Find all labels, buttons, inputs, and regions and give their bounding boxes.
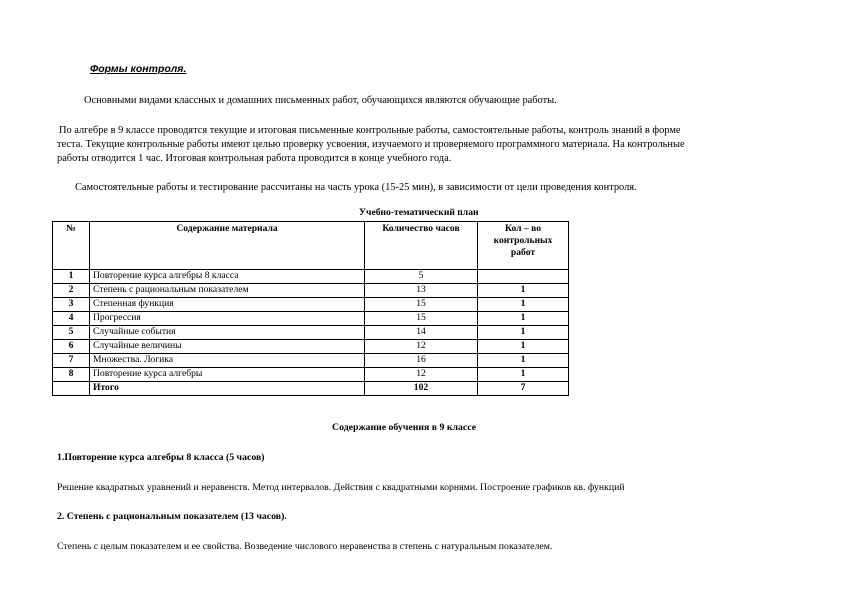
row-number: 7 [53,354,90,368]
total-tests: 7 [478,382,569,396]
row-hours: 13 [365,284,478,298]
total-label: Итого [90,382,365,396]
row-number: 3 [53,298,90,312]
section-1-text: Решение квадратных уравнений и неравенств. Метод интервалов. Действия с квадратными корнями. Построение графиков кв. функций [57,482,625,493]
paragraph-tests-line-2: теста. Текущие контрольные работы имеют целью проверку усвоения, изучаемого и проверяемого программного материала. На контрольные [57,139,685,150]
table-row [53,326,569,340]
table-row [53,340,569,354]
row-topic: Случайные величины [90,340,365,354]
table-row [53,298,569,312]
table-row [53,312,569,326]
header-number: № [53,222,90,270]
paragraph-tests-line-3: работы отводится 1 час. Итоговая контрольная работа проводится в конце учебного года. [57,153,452,164]
row-topic: Случайные события [90,326,365,340]
table-total-row [53,382,569,396]
total-hours: 102 [365,382,478,396]
row-tests: 1 [478,340,569,354]
table-row [53,270,569,284]
row-hours: 16 [365,354,478,368]
total-number-cell [53,382,90,396]
row-hours: 15 [365,312,478,326]
row-topic: Прогрессия [90,312,365,326]
row-tests: 1 [478,284,569,298]
row-topic: Степенная функция [90,298,365,312]
row-tests: 1 [478,298,569,312]
table-row [53,284,569,298]
header-tests [478,222,569,270]
row-tests: 1 [478,312,569,326]
header-content: Содержание материала [90,222,365,270]
header-hours: Количество часов [365,222,478,270]
row-topic: Степень с рациональным показателем [90,284,365,298]
content-section-title: Содержание обучения в 9 классе [332,422,477,433]
table-row [53,354,569,368]
row-tests: 1 [478,354,569,368]
row-number: 6 [53,340,90,354]
table-title: Учебно-тематический план [359,207,479,218]
row-number: 2 [53,284,90,298]
row-tests: 1 [478,368,569,382]
row-hours: 15 [365,298,478,312]
section-1-heading: 1.Повторение курса алгебры 8 класса (5 часов) [57,452,265,463]
row-hours: 12 [365,368,478,382]
section-2-heading: 2. Степень с рациональным показателем (13 часов). [57,511,287,522]
header-tests-line-3: работ [510,247,536,258]
paragraph-independent-work: Самостоятельные работы и тестирование рассчитаны на часть урока (15-25 мин), в зависимости от цели проведения контроля. [75,182,637,193]
row-hours: 5 [365,270,478,284]
row-topic: Множества. Логика [90,354,365,368]
forms-of-control-heading: Формы контроля. [90,63,187,75]
row-number: 5 [53,326,90,340]
row-tests: 1 [478,326,569,340]
table-header-row [53,222,569,270]
row-hours: 12 [365,340,478,354]
header-tests-line-2: контрольных [493,235,553,246]
paragraph-tests-line-1: По алгебре в 9 классе проводятся текущие и итоговая письменные контрольные работы, самостоятельные работы, контроль знаний в форме [59,125,681,136]
row-topic: Повторение курса алгебры 8 класса [90,270,365,284]
row-hours: 14 [365,326,478,340]
row-tests [478,270,569,284]
table-row [53,368,569,382]
header-tests-line-1: Кол – во [504,223,542,234]
row-number: 1 [53,270,90,284]
paragraph-work-types: Основными видами классных и домашних письменных работ, обучающихся являются обучающие работы. [84,95,557,106]
row-number: 8 [53,368,90,382]
row-number: 4 [53,312,90,326]
row-topic: Повторение курса алгебры [90,368,365,382]
thematic-plan-table [52,221,569,396]
section-2-text: Степень с целым показателем и ее свойства. Возведение числового неравенства в степень с натуральным показателем. [57,541,553,552]
